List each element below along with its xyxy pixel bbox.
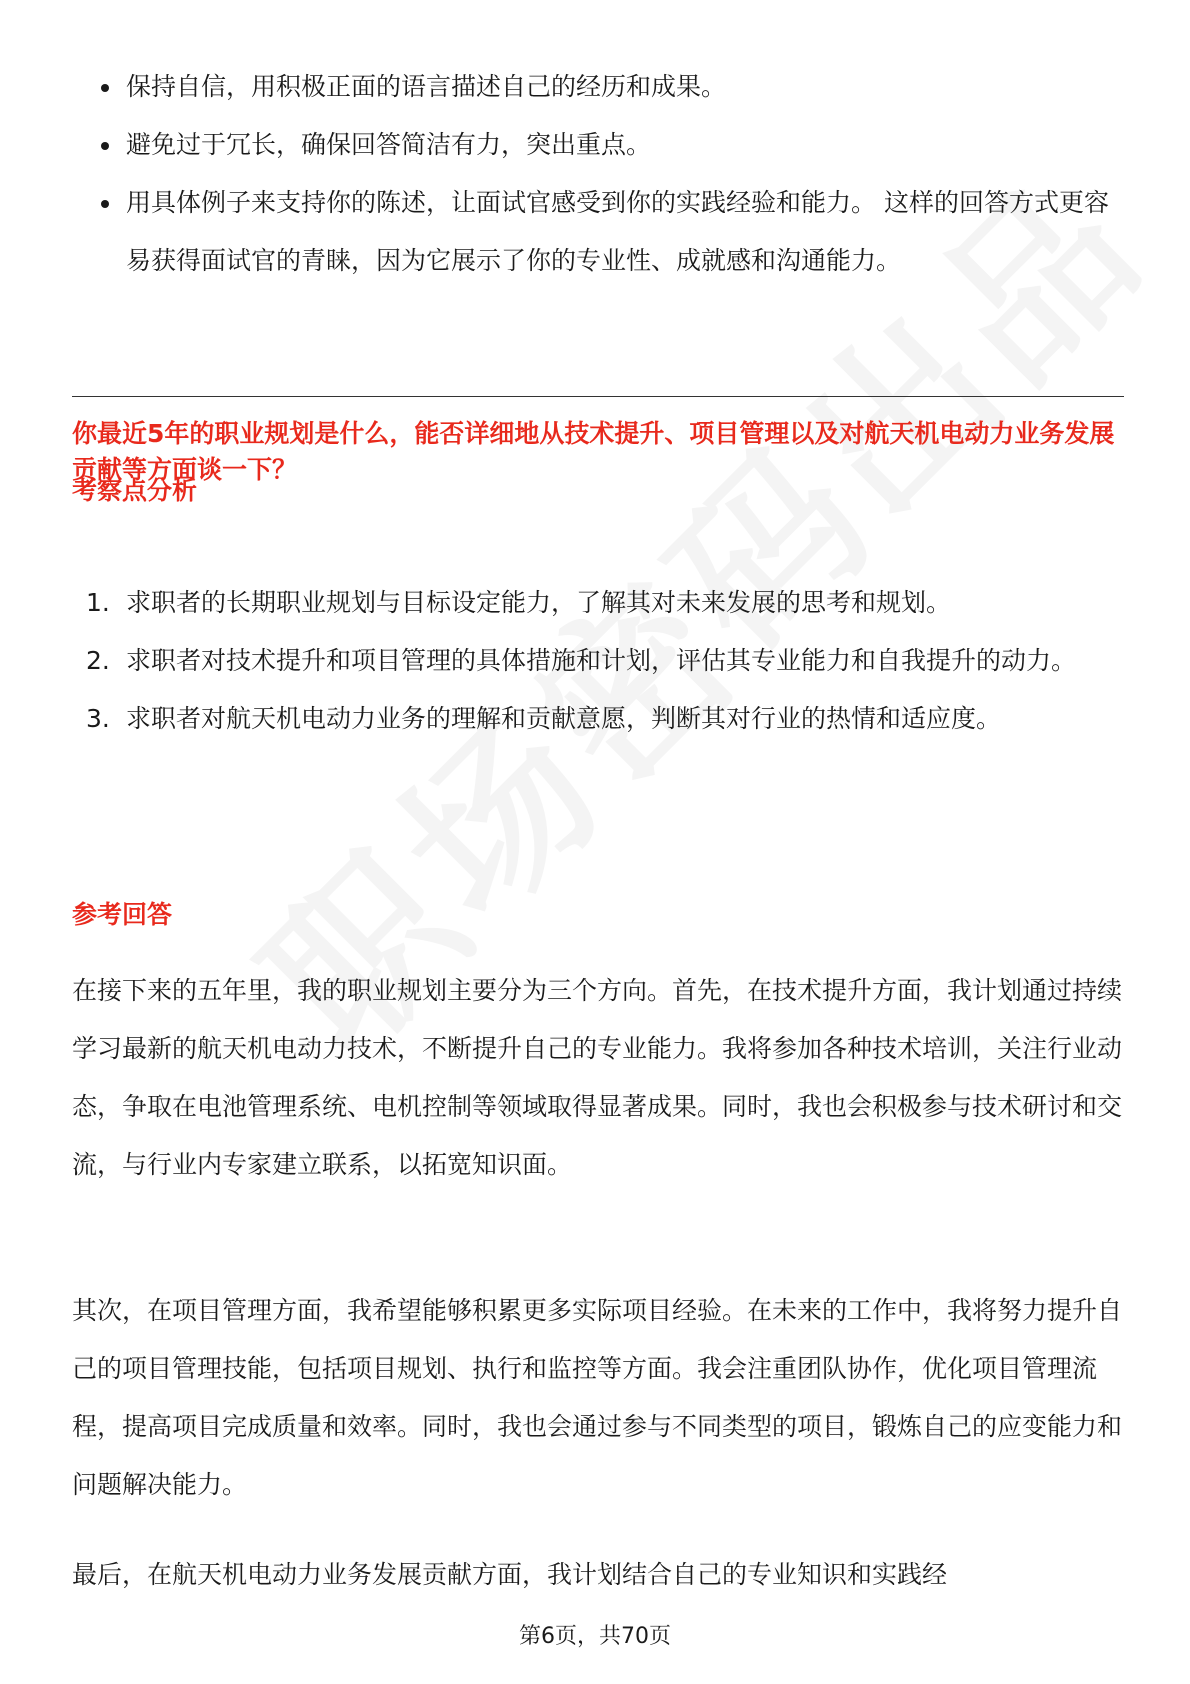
bullet-icon	[101, 142, 109, 150]
answer-paragraph: 最后，在航天机电动力业务发展贡献方面，我计划结合自己的专业知识和实践经	[72, 1560, 948, 1589]
list-item	[72, 574, 1124, 632]
list-item-text: 用具体例子来支持你的陈述，让面试官感受到你的实践经验和能力。 这样的回答方式更容易获得面试官的青睐，因为它展示了你的专业性、成就感和沟通能力。	[126, 188, 1109, 275]
answer-heading: 参考回答	[72, 900, 173, 929]
list-item-text: 求职者对技术提升和项目管理的具体措施和计划，评估其专业能力和自我提升的动力。	[126, 646, 1077, 675]
list-item-text: 求职者的长期职业规划与目标设定能力，了解其对未来发展的思考和规划。	[126, 588, 952, 617]
list-number: 2.	[86, 646, 110, 675]
bullet-icon	[101, 84, 109, 92]
list-number: 3.	[86, 704, 110, 733]
bullet-icon	[101, 200, 109, 208]
list-item	[72, 632, 1124, 690]
answer-paragraph: 在接下来的五年里，我的职业规划主要分为三个方向。首先，在技术提升方面，我计划通过持续学习最新的航天机电动力技术，不断提升自己的专业能力。我将参加各种技术培训，关注行业动态，争取在电池管理系统、电机控制等领域取得显著成果。同时，我也会积极参与技术研讨和交流，与行业内专家建立联系，以拓宽知识面。	[72, 976, 1123, 1179]
list-item-text: 避免过于冗长，确保回答简洁有力，突出重点。	[126, 130, 652, 159]
list-item-text: 求职者对航天机电动力业务的理解和贡献意愿，判断其对行业的热情和适应度。	[126, 704, 1002, 733]
list-item	[72, 690, 1124, 748]
list-item	[72, 174, 1124, 290]
list-number: 1.	[86, 588, 110, 617]
list-item	[72, 116, 1124, 174]
section-divider	[72, 396, 1124, 397]
list-item	[72, 58, 1124, 116]
analysis-heading: 考察点分析	[72, 476, 198, 505]
interview-question: 你最近5年的职业规划是什么，能否详细地从技术提升、项目管理以及对航天机电动力业务发展贡献等方面谈一下？	[72, 419, 1115, 484]
page-number: 第6页，共70页	[519, 1624, 671, 1649]
document-page	[72, 0, 1124, 1684]
analysis-list	[72, 574, 1124, 748]
answer-paragraph: 其次，在项目管理方面，我希望能够积累更多实际项目经验。在未来的工作中，我将努力提升自己的项目管理技能，包括项目规划、执行和监控等方面。我会注重团队协作，优化项目管理流程，提高项目完成质量和效率。同时，我也会通过参与不同类型的项目，锻炼自己的应变能力和问题解决能力。	[72, 1296, 1123, 1499]
list-item-text: 保持自信，用积极正面的语言描述自己的经历和成果。	[126, 72, 727, 101]
tips-list	[72, 58, 1124, 290]
